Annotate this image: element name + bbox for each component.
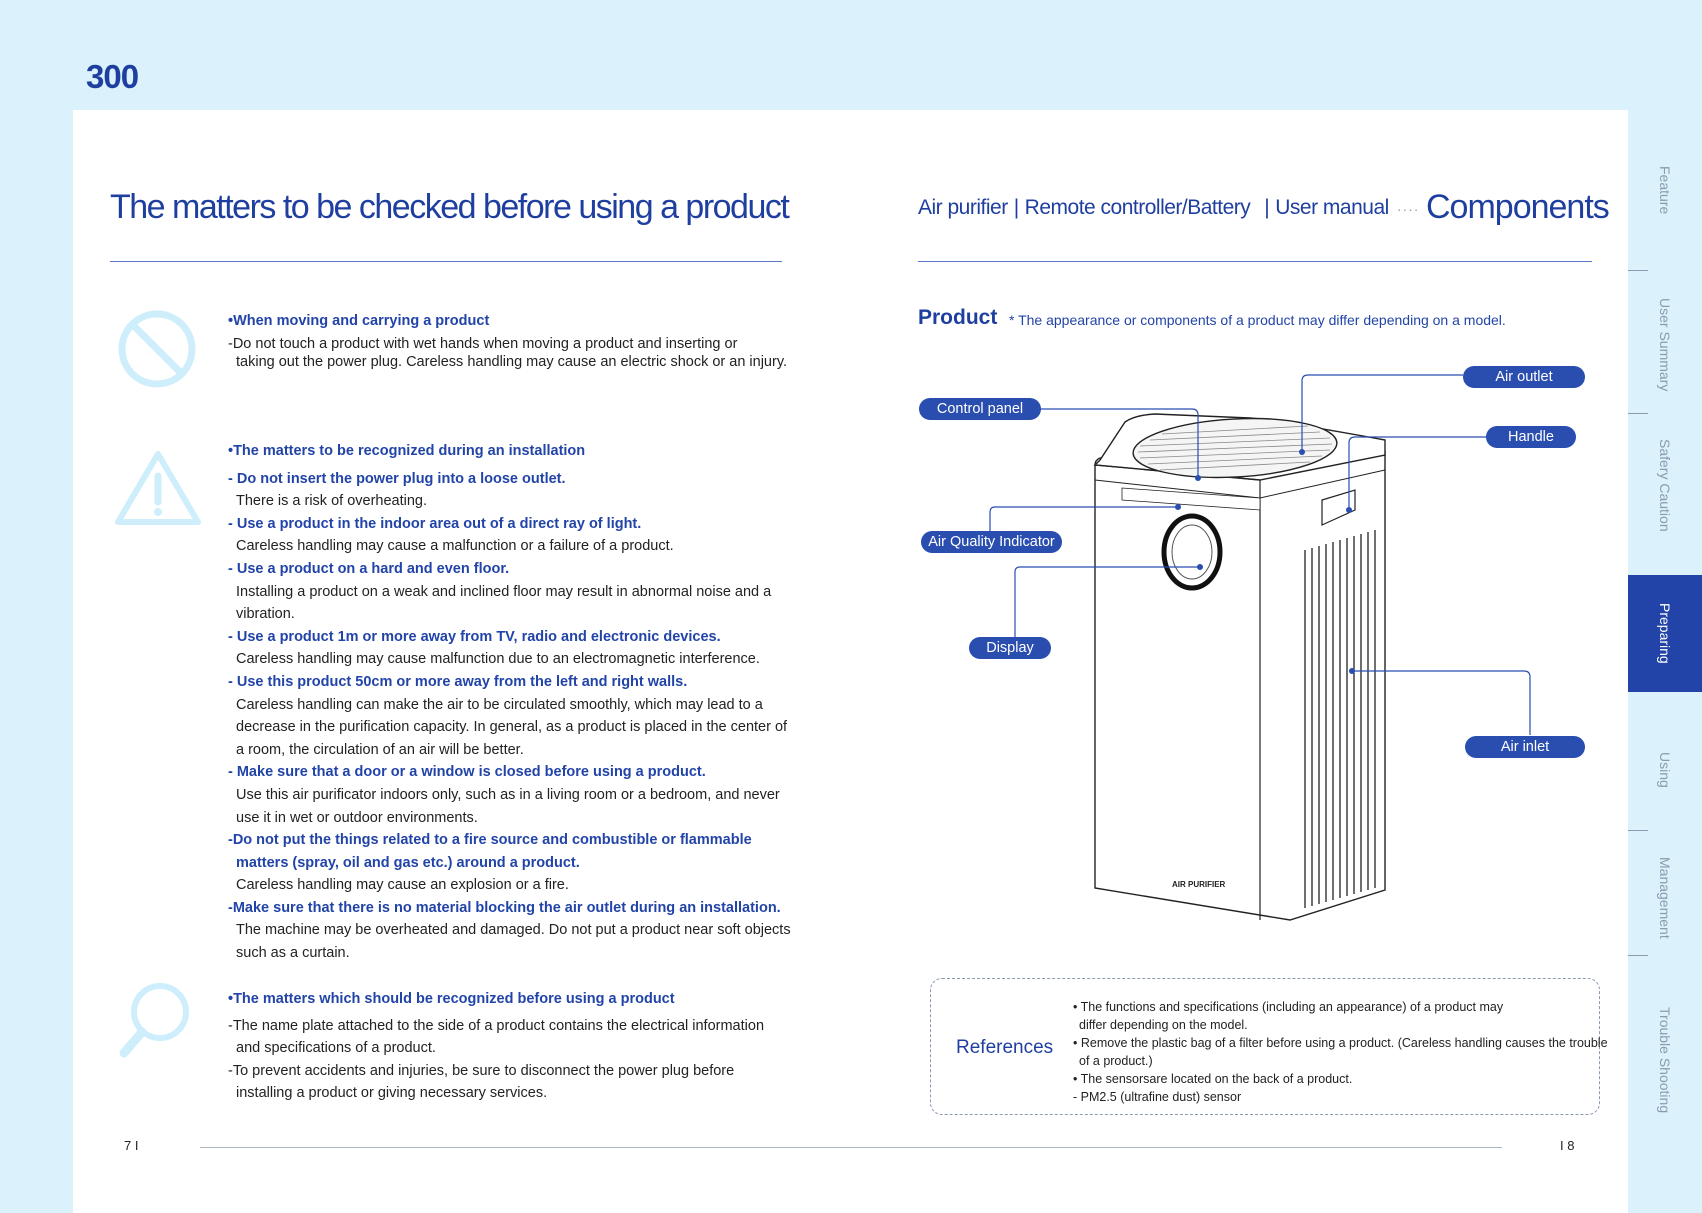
breadcrumb-separator: | <box>1264 196 1270 219</box>
reference-line: of a product.) <box>1079 1054 1153 1068</box>
page-number-left: 7 I <box>124 1138 139 1153</box>
sidebar-item-safety-caution[interactable] <box>1628 430 1702 540</box>
sidebar-item-preparing[interactable] <box>1628 575 1702 692</box>
section-heading: •The matters which should be recognized before using a product <box>228 991 675 1007</box>
sidebar-item-label: Preparing <box>1657 603 1673 664</box>
breadcrumb-remote-controller[interactable]: Remote controller/Battery <box>1024 196 1251 219</box>
section-line: -To prevent accidents and injuries, be sure to disconnect the power plug before <box>228 1062 735 1079</box>
breadcrumb-user-manual[interactable]: User manual <box>1275 196 1389 219</box>
callout-air-outlet: Air outlet <box>1463 366 1585 388</box>
section-line: -The name plate attached to the side of a product contains the electrical information <box>228 1017 765 1034</box>
item-desc: a room, the circulation of an air will be better. <box>236 741 524 758</box>
item-desc: Installing a product on a weak and inclined floor may result in abnormal noise and a <box>236 583 772 600</box>
section-before-using <box>228 988 798 1105</box>
section-moving <box>228 310 798 374</box>
item-desc: Careless handling can make the air to be circulated smoothly, which may lead to a <box>236 696 763 713</box>
sidebar-item-label: User Summary <box>1657 298 1673 392</box>
title-rule-right <box>918 261 1592 262</box>
item-heading: - Use a product on a hard and even floor. <box>228 560 510 577</box>
item-desc: The machine may be overheated and damaged. Do not put a product near soft objects <box>236 922 791 939</box>
product-note: * The appearance or components of a product may differ depending on a model. <box>1009 312 1506 328</box>
sidebar-divider <box>1628 830 1648 831</box>
model-number: 300 <box>86 58 139 95</box>
item-desc: Careless handling may cause a malfunction or a failure of a product. <box>236 538 674 555</box>
section-heading: •The matters to be recognized during an installation <box>228 443 586 459</box>
item-heading: -Do not put the things related to a fire source and combustible or flammable <box>228 832 752 849</box>
item-heading: matters (spray, oil and gas etc.) around a product. <box>236 854 580 871</box>
prohibited-icon <box>116 308 198 390</box>
section-sidebar <box>1628 110 1702 1213</box>
item-desc: such as a curtain. <box>236 945 350 962</box>
reference-line: differ depending on the model. <box>1079 1018 1248 1032</box>
item-desc: Careless handling may cause malfunction due to an electromagnetic interference. <box>236 651 760 668</box>
breadcrumb-separator: | <box>1013 196 1019 219</box>
device-badge: AIR PURIFIER <box>1172 880 1226 889</box>
section-line: installing a product or giving necessary services. <box>236 1085 548 1102</box>
sidebar-item-user-summary[interactable] <box>1628 290 1702 400</box>
item-heading: -Make sure that there is no material blocking the air outlet during an installation. <box>228 899 781 916</box>
item-heading: - Use a product 1m or more away from TV, radio and electronic devices. <box>228 628 721 645</box>
item-desc: Careless handling may cause an explosion or a fire. <box>236 877 569 894</box>
title-rule-left <box>110 261 782 262</box>
item-desc: use it in wet or outdoor environments. <box>236 809 478 826</box>
sidebar-item-label: Safery Caution <box>1657 438 1673 532</box>
callout-display: Display <box>969 637 1051 659</box>
sidebar-item-feature[interactable] <box>1628 140 1702 240</box>
reference-line: • The sensorsare located on the back of a product. <box>1073 1072 1353 1086</box>
item-desc: vibration. <box>236 606 295 623</box>
item-heading: - Make sure that a door or a window is closed before using a product. <box>228 764 706 781</box>
references-title: References <box>956 1037 1054 1058</box>
item-heading: - Use this product 50cm or more away from the left and right walls. <box>228 673 688 690</box>
product-label: Product <box>918 306 998 329</box>
breadcrumb-air-purifier[interactable]: Air purifier <box>918 196 1008 219</box>
references-list <box>1073 998 1608 1106</box>
warning-icon <box>114 448 202 528</box>
item-heading: - Do not insert the power plug into a loose outlet. <box>228 470 566 487</box>
magnifier-icon <box>118 980 202 1060</box>
page-title-left: The matters to be checked before using a product <box>110 188 789 226</box>
reference-line: • Remove the plastic bag of a filter before using a product. (Careless handling causes the trouble <box>1073 1036 1608 1050</box>
page-title-right: Components <box>1426 188 1609 226</box>
section-heading: •When moving and carrying a product <box>228 313 490 329</box>
item-desc: decrease in the purification capacity. In general, as a product is placed in the center of <box>236 719 788 736</box>
section-line: and specifications of a product. <box>236 1040 436 1057</box>
callout-handle: Handle <box>1486 426 1576 448</box>
breadcrumb <box>918 196 1427 220</box>
callout-control-panel: Control panel <box>919 398 1041 420</box>
footer-rule <box>200 1147 1502 1148</box>
item-heading: - Use a product in the indoor area out of a direct ray of light. <box>228 515 642 532</box>
sidebar-divider <box>1628 413 1648 414</box>
sidebar-item-label: Trouble Shooting <box>1657 1006 1673 1114</box>
sidebar-item-label: Using <box>1657 752 1673 788</box>
sidebar-divider <box>1628 955 1648 956</box>
item-desc: Use this air purificator indoors only, such as in a living room or a bedroom, and never <box>236 786 780 803</box>
item-desc: There is a risk of overheating. <box>236 493 428 510</box>
section-line: taking out the power plug. Careless handling may cause an electric shock or an injury. <box>236 354 788 371</box>
dots-separator: ···· <box>1396 201 1420 217</box>
section-installation <box>228 440 798 965</box>
sidebar-item-using[interactable] <box>1628 720 1702 820</box>
sidebar-item-label: Management <box>1657 856 1673 939</box>
sidebar-item-label: Feature <box>1657 165 1673 215</box>
reference-line: • The functions and specifications (including an appearance) of a product may <box>1073 1000 1504 1014</box>
page-number-right: I 8 <box>1560 1138 1575 1153</box>
sidebar-item-management[interactable] <box>1628 840 1702 955</box>
sidebar-divider <box>1628 270 1648 271</box>
reference-line: - PM2.5 (ultrafine dust) sensor <box>1073 1090 1242 1104</box>
section-line: -Do not touch a product with wet hands when moving a product and inserting or <box>228 335 738 352</box>
sidebar-item-trouble-shooting[interactable] <box>1628 990 1702 1130</box>
callout-air-inlet: Air inlet <box>1465 736 1585 758</box>
callout-air-quality-indicator: Air Quality Indicator <box>921 531 1062 553</box>
